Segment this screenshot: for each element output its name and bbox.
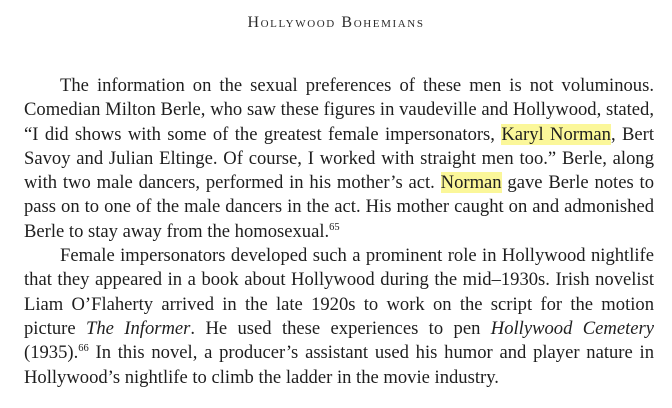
title-hollywood-cemetery: Hollywood Cemetery bbox=[490, 317, 654, 339]
paragraph-2-text-a: Female impersonators developed such a prominent role in Hollywood nightlife that they appeared in a book about Hollywood during the mid–1930s. Irish novelist Liam O’Flaherty arrived in the late 1920s to work on the script for the motion picture bbox=[24, 245, 654, 339]
body-text bbox=[24, 74, 654, 390]
paragraph-2-text-d: In this novel, a producer’s assistant used his humor and player nature in Hollywood’s nightlife to climb the ladder in the movie industry. bbox=[24, 342, 654, 388]
paragraph-2 bbox=[24, 244, 654, 390]
highlight-karyl-norman[interactable]: Karyl Norman bbox=[501, 123, 611, 145]
paragraph-1 bbox=[24, 74, 654, 244]
paragraph-2-text-c: (1935). bbox=[24, 342, 79, 364]
highlight-norman[interactable]: Norman bbox=[440, 172, 502, 194]
footnote-ref-65: 65 bbox=[329, 221, 340, 233]
running-head: Hollywood Bohemians bbox=[247, 14, 425, 31]
paragraph-1-text-c: gave Berle notes to pass on to one of the male dancers in the act. His mother caught on and admonished Berle to stay away from the homosexual. bbox=[24, 172, 654, 242]
paragraph-1-text-b: , Bert Savoy and Julian Eltinge. Of course, I worked with straight men too.” Berle, along with two male dancers, performed in his mother’s act. bbox=[24, 123, 655, 194]
paragraph-1-text-a: The information on the sexual preferences of these men is not voluminous. Comedian Milton Berle, who saw these figures in vaudeville and Hollywood, stated, “I did shows with some of the greatest female impersonators, bbox=[24, 75, 654, 145]
footnote-ref-66: 66 bbox=[78, 343, 89, 355]
paragraph-2-text-b: . He used these experiences to pen bbox=[190, 317, 491, 339]
title-the-informer: The Informer bbox=[86, 317, 191, 339]
